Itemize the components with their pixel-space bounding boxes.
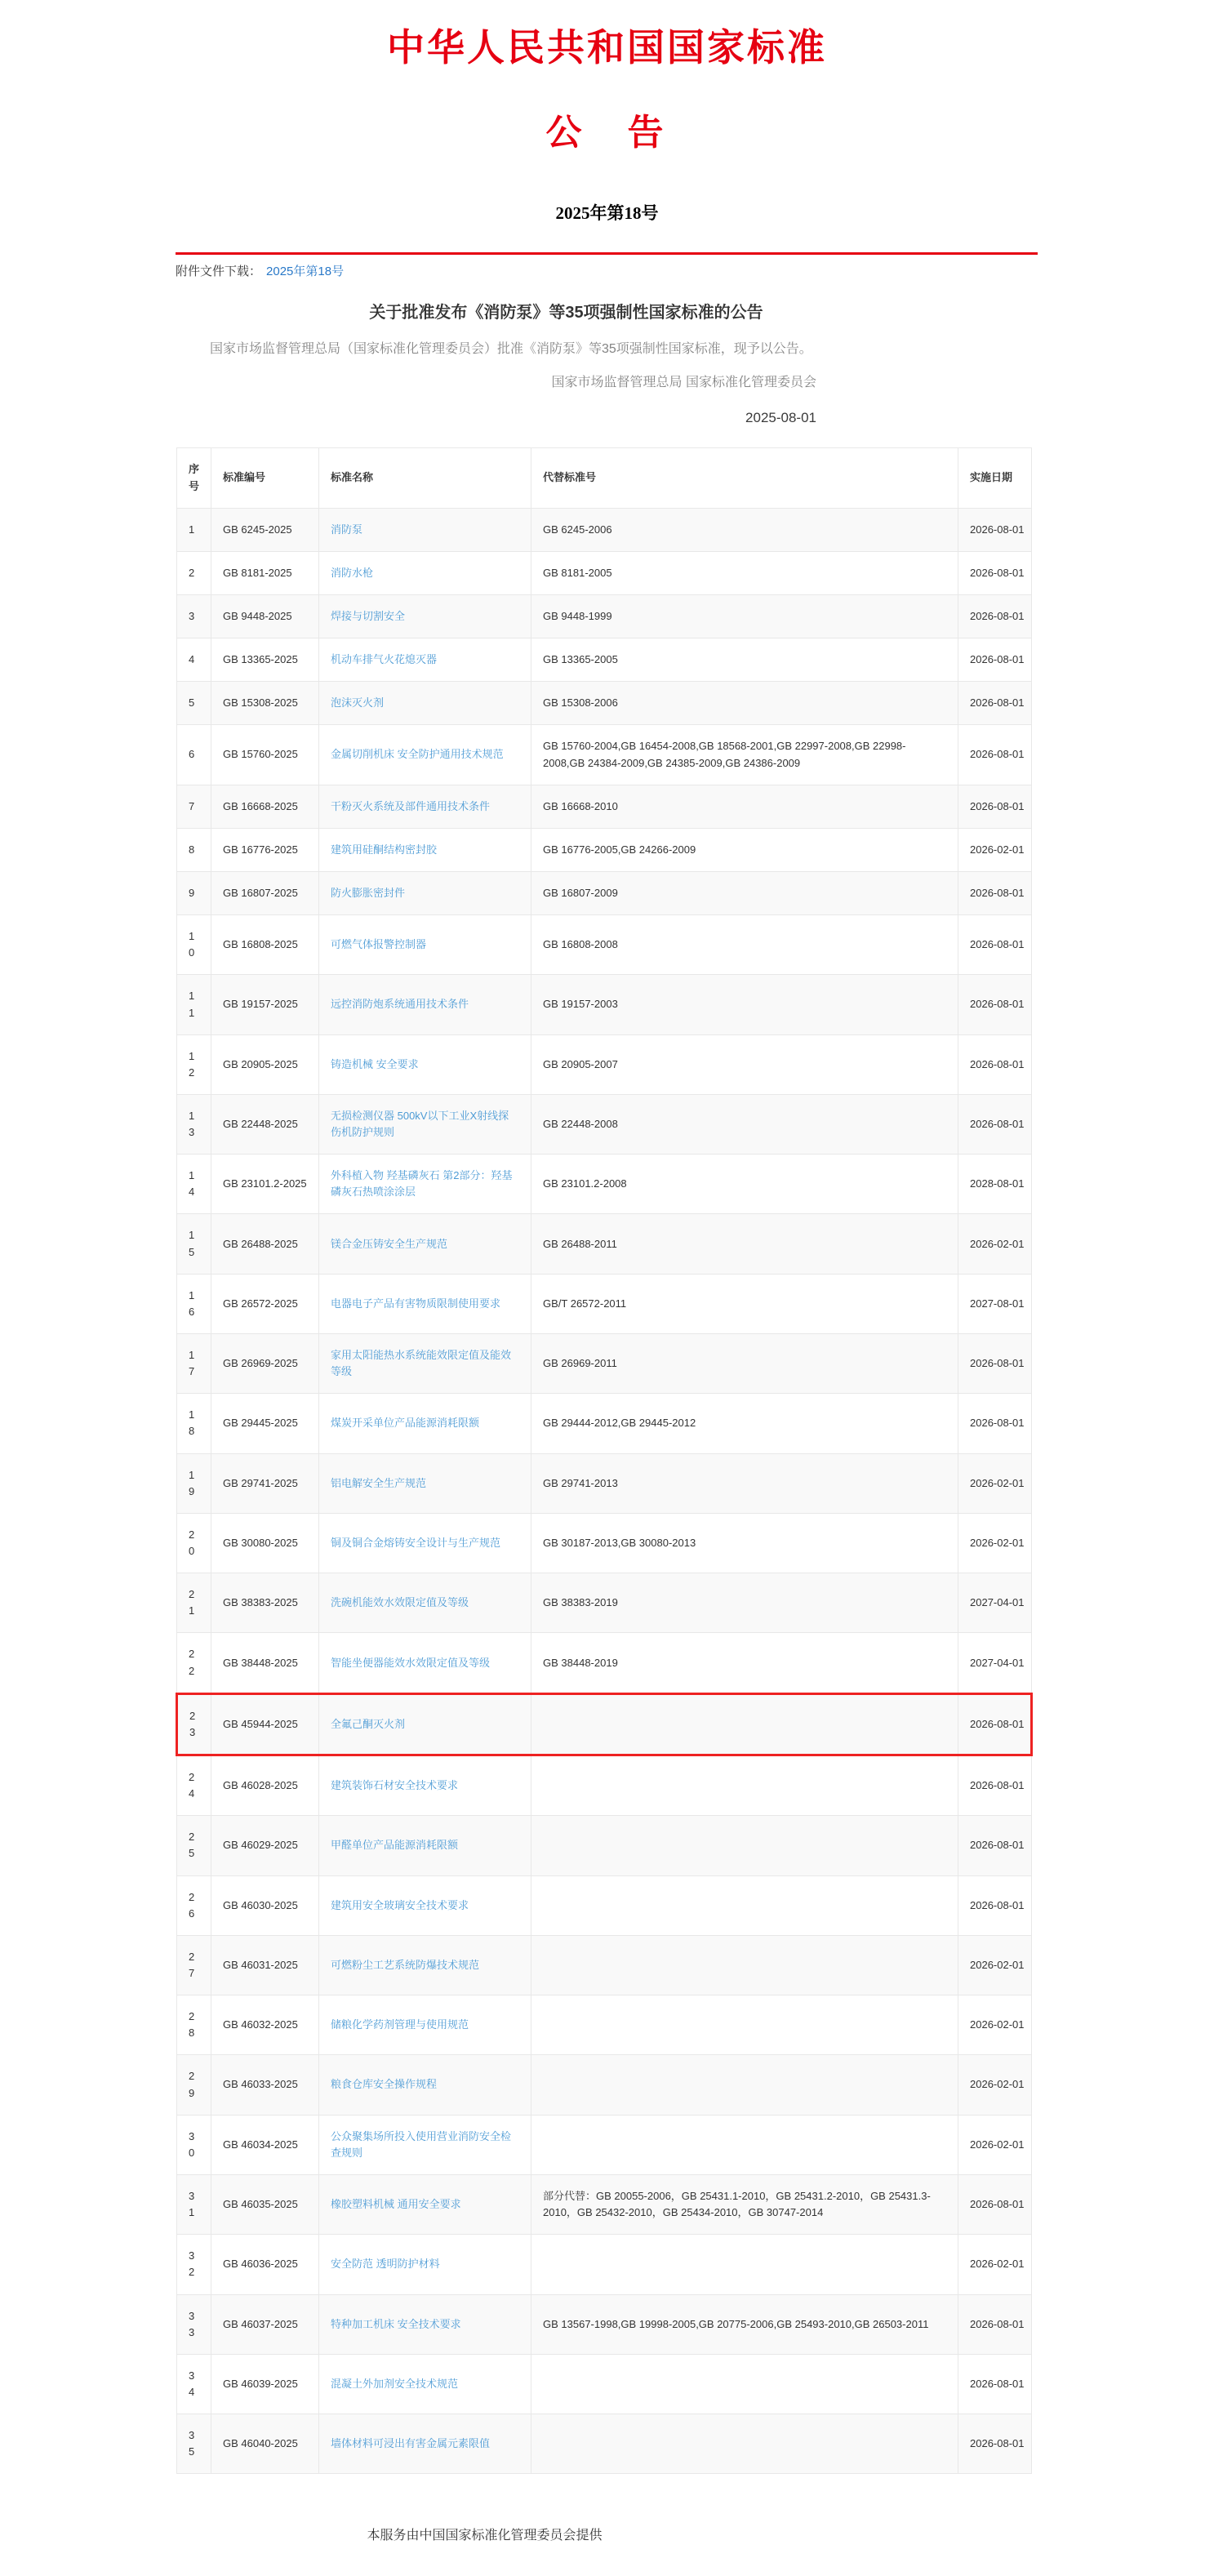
cell-replaced-standards (531, 1875, 958, 1935)
cell-standard-code: GB 46037-2025 (211, 2294, 319, 2354)
standard-name-link[interactable]: 消防泵 (331, 523, 363, 536)
cell-standard-code: GB 8181-2025 (211, 551, 319, 594)
cell-index: 6 (177, 725, 211, 785)
cell-standard-code: GB 45944-2025 (211, 1693, 319, 1755)
cell-index: 12 (177, 1034, 211, 1094)
cell-index: 7 (177, 785, 211, 828)
cell-standard-name (319, 2414, 531, 2474)
cell-standard-name (319, 638, 531, 682)
cell-standard-name (319, 2235, 531, 2294)
cell-implementation-date: 2026-02-01 (958, 2055, 1032, 2115)
standard-name-link[interactable]: 混凝土外加剂安全技术规范 (331, 2377, 459, 2390)
cell-index: 26 (177, 1875, 211, 1935)
table-row (177, 1513, 1032, 1573)
standard-name-link[interactable]: 消防水枪 (331, 566, 374, 579)
announcement-body: 国家市场监督管理总局（国家标准化管理委员会）批准《消防泵》等35项强制性国家标准，现予以公告。 (210, 342, 812, 356)
cell-index: 30 (177, 2115, 211, 2174)
cell-standard-code: GB 46029-2025 (211, 1816, 319, 1875)
cell-standard-name (319, 1816, 531, 1875)
cell-replaced-standards: GB 9448-1999 (531, 594, 958, 638)
cell-standard-code: GB 6245-2025 (211, 508, 319, 551)
cell-index: 22 (177, 1633, 211, 1693)
cell-implementation-date: 2026-08-01 (958, 1394, 1032, 1453)
cell-implementation-date: 2026-02-01 (958, 1935, 1032, 1995)
standard-name-link[interactable]: 远控消防炮系统通用技术条件 (331, 998, 469, 1011)
table-row (177, 551, 1032, 594)
cell-standard-name (319, 1034, 531, 1094)
cell-implementation-date: 2026-02-01 (958, 1214, 1032, 1274)
cell-implementation-date: 2026-08-01 (958, 2414, 1032, 2474)
table-row (177, 725, 1032, 785)
cell-implementation-date: 2026-08-01 (958, 2294, 1032, 2354)
standard-name-link[interactable]: 智能坐便器能效水效限定值及等级 (331, 1656, 491, 1669)
standard-name-link[interactable]: 铜及铜合金熔铸安全设计与生产规范 (331, 1536, 501, 1549)
page-title: 中华人民共和国国家标准 (387, 27, 827, 69)
cell-index: 24 (177, 1755, 211, 1816)
cell-index: 1 (177, 508, 211, 551)
cell-standard-code: GB 46034-2025 (211, 2115, 319, 2174)
cell-index: 21 (177, 1573, 211, 1633)
cell-standard-name (319, 551, 531, 594)
table-row (177, 1693, 1032, 1755)
cell-implementation-date: 2027-04-01 (958, 1573, 1032, 1633)
cell-standard-name (319, 725, 531, 785)
cell-replaced-standards: GB 6245-2006 (531, 508, 958, 551)
cell-implementation-date: 2026-08-01 (958, 2174, 1032, 2234)
cell-index: 33 (177, 2294, 211, 2354)
cell-implementation-date: 2026-08-01 (958, 551, 1032, 594)
cell-implementation-date: 2026-08-01 (958, 1693, 1032, 1755)
table-row (177, 1394, 1032, 1453)
cell-implementation-date: 2026-08-01 (958, 785, 1032, 828)
standards-table-body (177, 508, 1032, 2474)
cell-index: 35 (177, 2414, 211, 2474)
attachment-label: 附件文件下载： (176, 265, 262, 278)
cell-implementation-date: 2026-08-01 (958, 1875, 1032, 1935)
standard-name-link[interactable]: 煤炭开采单位产品能源消耗限额 (331, 1417, 480, 1430)
standard-name-link[interactable]: 防火膨胀密封件 (331, 886, 406, 899)
cell-replaced-standards: GB 26969-2011 (531, 1334, 958, 1394)
table-row (177, 1034, 1032, 1094)
cell-standard-name (319, 2294, 531, 2354)
standard-name-link[interactable]: 墙体材料可浸出有害金属元素限值 (331, 2437, 491, 2450)
cell-standard-code: GB 29741-2025 (211, 1453, 319, 1513)
cell-index: 2 (177, 551, 211, 594)
header-date: 实施日期 (958, 448, 1032, 508)
cell-replaced-standards: GB 38383-2019 (531, 1573, 958, 1633)
issue-number: 2025年第18号 (555, 203, 659, 223)
header-code: 标准编号 (211, 448, 319, 508)
table-row (177, 2354, 1032, 2414)
cell-standard-code: GB 46035-2025 (211, 2174, 319, 2234)
cell-standard-name (319, 2174, 531, 2234)
header-name: 标准名称 (319, 448, 531, 508)
cell-implementation-date: 2026-08-01 (958, 1755, 1032, 1816)
table-row (177, 785, 1032, 828)
cell-standard-name (319, 828, 531, 871)
cell-implementation-date: 2026-02-01 (958, 1453, 1032, 1513)
cell-standard-code: GB 46031-2025 (211, 1935, 319, 1995)
table-header-row (177, 448, 1032, 508)
cell-replaced-standards (531, 2354, 958, 2414)
table-row (177, 1633, 1032, 1693)
cell-replaced-standards: GB 16668-2010 (531, 785, 958, 828)
cell-replaced-standards: GB 20905-2007 (531, 1034, 958, 1094)
footer-note: 本服务由中国国家标准化管理委员会提供 (367, 2529, 603, 2543)
standard-name-link[interactable]: 机动车排气火花熄灭器 (331, 653, 438, 666)
standard-name-link[interactable]: 建筑装饰石材安全技术要求 (331, 1779, 459, 1792)
cell-implementation-date: 2026-02-01 (958, 828, 1032, 871)
cell-implementation-date: 2026-08-01 (958, 2354, 1032, 2414)
table-row (177, 2174, 1032, 2234)
table-row (177, 508, 1032, 551)
cell-index: 25 (177, 1816, 211, 1875)
cell-index: 29 (177, 2055, 211, 2115)
cell-index: 31 (177, 2174, 211, 2234)
table-row (177, 2055, 1032, 2115)
table-row (177, 975, 1032, 1034)
standard-name-link[interactable]: 电器电子产品有害物质限制使用要求 (331, 1297, 501, 1310)
cell-replaced-standards: GB/T 26572-2011 (531, 1274, 958, 1333)
cell-index: 13 (177, 1094, 211, 1154)
cell-standard-code: GB 15308-2025 (211, 682, 319, 725)
cell-replaced-standards (531, 2235, 958, 2294)
cell-replaced-standards: GB 13365-2005 (531, 638, 958, 682)
cell-replaced-standards: GB 16807-2009 (531, 871, 958, 914)
cell-standard-name (319, 1274, 531, 1333)
cell-standard-code: GB 46040-2025 (211, 2414, 319, 2474)
cell-replaced-standards: GB 26488-2011 (531, 1214, 958, 1274)
cell-standard-name (319, 975, 531, 1034)
cell-standard-name (319, 1573, 531, 1633)
standard-name-link[interactable]: 公众聚集场所投入使用营业消防安全检查规则 (331, 2129, 512, 2159)
cell-index: 27 (177, 1935, 211, 1995)
cell-standard-code: GB 13365-2025 (211, 638, 319, 682)
table-row (177, 2115, 1032, 2174)
cell-standard-code: GB 23101.2-2025 (211, 1155, 319, 1214)
cell-standard-code: GB 46030-2025 (211, 1875, 319, 1935)
cell-implementation-date: 2028-08-01 (958, 1155, 1032, 1214)
standard-name-link[interactable]: 干粉灭火系统及部件通用技术条件 (331, 799, 491, 812)
cell-replaced-standards: GB 16808-2008 (531, 915, 958, 975)
cell-standard-name (319, 1513, 531, 1573)
attachment-row (176, 262, 1030, 279)
table-row (177, 2294, 1032, 2354)
table-row (177, 638, 1032, 682)
cell-index: 17 (177, 1334, 211, 1394)
cell-implementation-date: 2026-02-01 (958, 1513, 1032, 1573)
table-row (177, 2414, 1032, 2474)
cell-replaced-standards: GB 19157-2003 (531, 975, 958, 1034)
cell-implementation-date: 2026-08-01 (958, 1334, 1032, 1394)
standard-name-link[interactable]: 储粮化学药剂管理与使用规范 (331, 2018, 469, 2031)
cell-standard-name (319, 1094, 531, 1154)
cell-standard-name (319, 871, 531, 914)
cell-index: 3 (177, 594, 211, 638)
cell-implementation-date: 2027-04-01 (958, 1633, 1032, 1693)
header-replaces: 代替标准号 (531, 448, 958, 508)
cell-replaced-standards (531, 2055, 958, 2115)
standard-name-link[interactable]: 家用太阳能热水系统能效限定值及能效等级 (331, 1349, 512, 1378)
cell-index: 10 (177, 915, 211, 975)
cell-standard-name (319, 1214, 531, 1274)
cell-implementation-date: 2026-02-01 (958, 1995, 1032, 2055)
cell-implementation-date: 2026-08-01 (958, 1816, 1032, 1875)
cell-standard-code: GB 22448-2025 (211, 1094, 319, 1154)
table-row (177, 1214, 1032, 1274)
cell-standard-name (319, 915, 531, 975)
cell-index: 19 (177, 1453, 211, 1513)
standard-name-link[interactable]: 粮食仓库安全操作规程 (331, 2078, 438, 2091)
standard-name-link[interactable]: 可燃气体报警控制器 (331, 938, 427, 951)
cell-standard-code: GB 29445-2025 (211, 1394, 319, 1453)
cell-standard-code: GB 15760-2025 (211, 725, 319, 785)
cell-replaced-standards (531, 1693, 958, 1755)
table-row (177, 1875, 1032, 1935)
standard-name-link[interactable]: 可燃粉尘工艺系统防爆技术规范 (331, 1958, 480, 1971)
standard-name-link[interactable]: 全氟己酮灭火剂 (331, 1717, 406, 1730)
cell-replaced-standards: GB 15308-2006 (531, 682, 958, 725)
cell-standard-name (319, 682, 531, 725)
attachment-download-link[interactable]: 2025年第18号 (266, 265, 345, 278)
cell-standard-code: GB 46036-2025 (211, 2235, 319, 2294)
table-row (177, 1334, 1032, 1394)
announcement-title: 关于批准发布《消防泵》等35项强制性国家标准的公告 (369, 304, 763, 322)
cell-standard-code: GB 38383-2025 (211, 1573, 319, 1633)
standard-name-link[interactable]: 安全防范 透明防护材料 (331, 2258, 440, 2271)
cell-index: 8 (177, 828, 211, 871)
cell-standard-code: GB 38448-2025 (211, 1633, 319, 1693)
cell-standard-name (319, 1935, 531, 1995)
cell-standard-code: GB 26572-2025 (211, 1274, 319, 1333)
cell-implementation-date: 2026-08-01 (958, 871, 1032, 914)
standard-name-link[interactable]: 无损检测仪器 500kV以下工业X射线探伤机防护规则 (331, 1109, 509, 1139)
cell-standard-name (319, 1693, 531, 1755)
cell-standard-code: GB 46032-2025 (211, 1995, 319, 2055)
cell-replaced-standards: GB 8181-2005 (531, 551, 958, 594)
content-area (176, 252, 1030, 2576)
cell-standard-code: GB 30080-2025 (211, 1513, 319, 1573)
cell-index: 32 (177, 2235, 211, 2294)
table-row (177, 915, 1032, 975)
cell-replaced-standards (531, 2414, 958, 2474)
cell-replaced-standards (531, 2115, 958, 2174)
cell-index: 9 (177, 871, 211, 914)
cell-standard-name (319, 1155, 531, 1214)
cell-standard-code: GB 16808-2025 (211, 915, 319, 975)
cell-index: 5 (177, 682, 211, 725)
cell-standard-name (319, 594, 531, 638)
standard-name-link[interactable]: 特种加工机床 安全技术要求 (331, 2317, 461, 2330)
cell-replaced-standards: GB 30187-2013,GB 30080-2013 (531, 1513, 958, 1573)
cell-implementation-date: 2026-08-01 (958, 594, 1032, 638)
table-row (177, 682, 1032, 725)
cell-index: 34 (177, 2354, 211, 2414)
standard-name-link[interactable]: 建筑用安全玻璃安全技术要求 (331, 1898, 469, 1911)
red-divider (176, 252, 1038, 255)
cell-standard-code: GB 9448-2025 (211, 594, 319, 638)
standards-table (176, 447, 1033, 2474)
cell-standard-code: GB 46028-2025 (211, 1755, 319, 1816)
cell-implementation-date: 2026-02-01 (958, 2115, 1032, 2174)
cell-index: 15 (177, 1214, 211, 1274)
cell-standard-name (319, 1875, 531, 1935)
cell-index: 20 (177, 1513, 211, 1573)
standard-name-link[interactable]: 金属切削机床 安全防护通用技术规范 (331, 748, 504, 761)
table-row (177, 1995, 1032, 2055)
cell-standard-code: GB 16776-2025 (211, 828, 319, 871)
cell-replaced-standards: GB 29741-2013 (531, 1453, 958, 1513)
standard-name-link[interactable]: 泡沫灭火剂 (331, 696, 385, 710)
cell-implementation-date: 2026-08-01 (958, 1034, 1032, 1094)
standard-name-link[interactable]: 铝电解安全生产规范 (331, 1476, 427, 1489)
header-index: 序号 (177, 448, 211, 508)
publish-date: 2025-08-01 (745, 410, 816, 426)
cell-standard-name (319, 1995, 531, 2055)
standard-name-link[interactable]: 建筑用硅酮结构密封胶 (331, 843, 438, 856)
table-row (177, 1094, 1032, 1154)
cell-standard-code: GB 16807-2025 (211, 871, 319, 914)
cell-index: 18 (177, 1394, 211, 1453)
cell-replaced-standards: GB 13567-1998,GB 19998-2005,GB 20775-2006,GB 25493-2010,GB 26503-2011 (531, 2294, 958, 2354)
cell-implementation-date: 2026-08-01 (958, 638, 1032, 682)
cell-replaced-standards: GB 22448-2008 (531, 1094, 958, 1154)
cell-standard-name (319, 508, 531, 551)
cell-standard-code: GB 19157-2025 (211, 975, 319, 1034)
table-row (177, 828, 1032, 871)
cell-index: 11 (177, 975, 211, 1034)
table-row (177, 1155, 1032, 1214)
cell-standard-code: GB 16668-2025 (211, 785, 319, 828)
cell-index: 4 (177, 638, 211, 682)
issuing-authority: 国家市场监督管理总局 国家标准化管理委员会 (551, 376, 816, 390)
cell-implementation-date: 2026-08-01 (958, 682, 1032, 725)
cell-implementation-date: 2026-08-01 (958, 975, 1032, 1034)
cell-index: 23 (177, 1693, 211, 1755)
cell-implementation-date: 2027-08-01 (958, 1274, 1032, 1333)
cell-standard-name (319, 1755, 531, 1816)
cell-standard-name (319, 785, 531, 828)
cell-implementation-date: 2026-02-01 (958, 2235, 1032, 2294)
cell-standard-code: GB 26969-2025 (211, 1334, 319, 1394)
table-row (177, 2235, 1032, 2294)
table-row (177, 1274, 1032, 1333)
cell-standard-code: GB 20905-2025 (211, 1034, 319, 1094)
cell-standard-name (319, 1633, 531, 1693)
cell-standard-name (319, 1394, 531, 1453)
table-row (177, 1935, 1032, 1995)
cell-standard-name (319, 1334, 531, 1394)
table-row (177, 1573, 1032, 1633)
table-row (177, 1453, 1032, 1513)
standard-name-link[interactable]: 橡胶塑料机械 通用安全要求 (331, 2198, 461, 2211)
page-subtitle: 公 告 (545, 113, 669, 153)
table-row (177, 1816, 1032, 1875)
standard-name-link[interactable]: 洗碗机能效水效限定值及等级 (331, 1596, 469, 1609)
cell-replaced-standards: GB 38448-2019 (531, 1633, 958, 1693)
cell-replaced-standards: 部分代替：GB 20055-2006，GB 25431.1-2010，GB 25431.2-2010，GB 25431.3-2010，GB 25432-2010，GB 25434-2010，GB 30747-2014 (531, 2174, 958, 2234)
cell-standard-code: GB 46039-2025 (211, 2354, 319, 2414)
cell-standard-code: GB 26488-2025 (211, 1214, 319, 1274)
standard-name-link[interactable]: 甲醛单位产品能源消耗限额 (331, 1839, 459, 1852)
cell-replaced-standards: GB 29444-2012,GB 29445-2012 (531, 1394, 958, 1453)
cell-implementation-date: 2026-08-01 (958, 508, 1032, 551)
table-row (177, 871, 1032, 914)
cell-standard-name (319, 2115, 531, 2174)
standard-name-link[interactable]: 铸造机械 安全要求 (331, 1057, 419, 1070)
cell-replaced-standards: GB 23101.2-2008 (531, 1155, 958, 1214)
cell-standard-name (319, 1453, 531, 1513)
cell-replaced-standards: GB 16776-2005,GB 24266-2009 (531, 828, 958, 871)
table-row (177, 594, 1032, 638)
cell-replaced-standards (531, 1995, 958, 2055)
cell-implementation-date: 2026-08-01 (958, 1094, 1032, 1154)
cell-standard-code: GB 46033-2025 (211, 2055, 319, 2115)
table-row (177, 1755, 1032, 1816)
cell-standard-name (319, 2354, 531, 2414)
cell-index: 16 (177, 1274, 211, 1333)
cell-replaced-standards (531, 1816, 958, 1875)
cell-index: 28 (177, 1995, 211, 2055)
standard-name-link[interactable]: 焊接与切割安全 (331, 609, 406, 622)
standard-name-link[interactable]: 外科植入物 羟基磷灰石 第2部分：羟基磷灰石热喷涂涂层 (331, 1169, 513, 1199)
cell-replaced-standards (531, 1935, 958, 1995)
cell-replaced-standards (531, 1755, 958, 1816)
cell-index: 14 (177, 1155, 211, 1214)
cell-standard-name (319, 2055, 531, 2115)
cell-replaced-standards: GB 15760-2004,GB 16454-2008,GB 18568-2001,GB 22997-2008,GB 22998-2008,GB 24384-2009,GB 24385-2009,GB 24386-2009 (531, 725, 958, 785)
standard-name-link[interactable]: 镁合金压铸安全生产规范 (331, 1237, 448, 1250)
cell-implementation-date: 2026-08-01 (958, 725, 1032, 785)
cell-implementation-date: 2026-08-01 (958, 915, 1032, 975)
